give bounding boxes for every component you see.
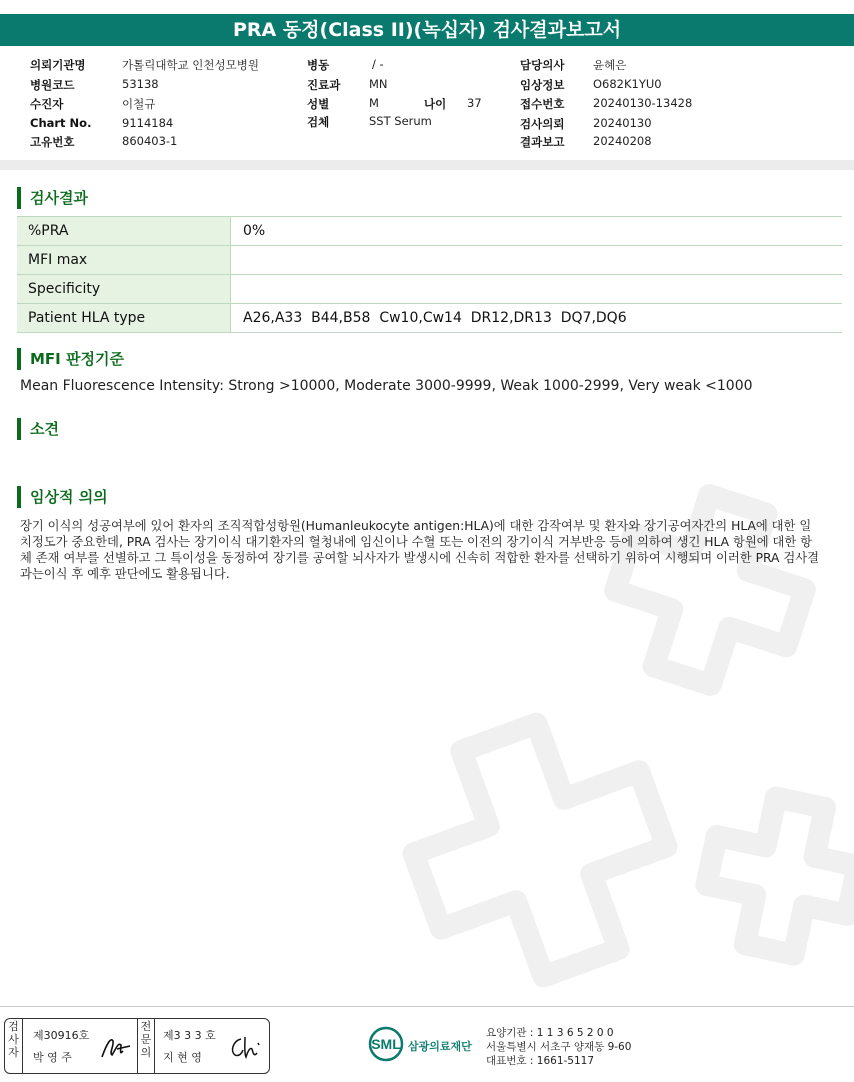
dept-label: 진료과 — [307, 78, 341, 92]
result-value: 0% — [231, 217, 843, 246]
hospital-code-label: 병원코드 — [30, 78, 75, 92]
patient-label: 수진자 — [30, 97, 64, 111]
result-label: Specificity — [17, 275, 231, 304]
result-value — [231, 275, 843, 304]
result-label: %PRA — [17, 217, 231, 246]
mfi-criteria: Mean Fluorescence Intensity: Strong >10000, Moderate 3000-9999, Weak 1000-2999, Very weak <1000 — [20, 378, 753, 394]
table-row — [17, 275, 842, 304]
clinical-info-value: O682K1YU0 — [593, 77, 662, 91]
section-clinical-title: 임상적 의의 — [17, 486, 108, 508]
report-title: PRA 동정(Class II)(녹십자) 검사결과보고서 — [0, 14, 854, 46]
signature-icon — [227, 1033, 263, 1063]
results-table — [17, 216, 842, 333]
divider — [0, 160, 854, 170]
report-value: 20240208 — [593, 134, 652, 148]
result-value — [231, 246, 843, 275]
result-value: A26,A33 B44,B58 Cw10,Cw14 DR12,DR13 DQ7,DQ6 — [231, 304, 843, 333]
logo-mark: SML — [371, 1036, 401, 1052]
chart-value: 9114184 — [122, 116, 174, 130]
footer-divider — [0, 1006, 854, 1007]
result-label: MFI max — [17, 246, 231, 275]
examiner-name: 박 영 주 — [33, 1051, 72, 1064]
reception-label: 접수번호 — [520, 97, 565, 111]
result-label: Patient HLA type — [17, 304, 231, 333]
sex-value: M — [369, 96, 379, 110]
clinical-significance-text: 장기 이식의 성공여부에 있어 환자의 조직적합성항원(Humanleukocyte antigen:HLA)에 대한 감작여부 및 환자와 장기공여자간의 HLA에 대한 일치정도가 중요한데, PRA 검사는 장기이식 대기환자의 혈청내에 임신이나 수혈 또는 이전의 장기이식 거부반응 등에 의하여 생긴 HLA 항원에 대한 항체 존재 여부를 선별하고 그 특이성을 동정하여 장기를 공여할 뇌사자가 발생시에 신속히 적합한 환자를 선택하기 위하여 시행되며 이러한 PRA 검사결과는이식 후 예후 판단에도 활용됩니다. — [20, 519, 819, 581]
institution-code: 요양기관 : 1 1 3 6 5 2 0 0 — [486, 1027, 614, 1039]
examiner-label: 검 사 자 — [5, 1019, 23, 1073]
dept-value: MN — [369, 77, 388, 91]
signature-box — [4, 1018, 270, 1074]
patient-info — [0, 55, 854, 155]
table-row — [17, 304, 842, 333]
table-row — [17, 217, 842, 246]
doctor-value: 윤혜은 — [593, 58, 627, 72]
ward-label: 병동 — [307, 58, 330, 72]
specialist-number: 제3 3 3 호 — [163, 1029, 216, 1042]
request-value: 20240130 — [593, 116, 652, 130]
table-row — [17, 246, 842, 275]
specialist-label: 전 문 의 — [137, 1019, 155, 1073]
unique-value: 860403-1 — [122, 134, 178, 148]
sex-label: 성별 — [307, 97, 330, 111]
reception-value: 20240130-13428 — [593, 96, 693, 110]
institution-value: 가톨릭대학교 인천성모병원 — [122, 58, 259, 72]
patient-value: 이철규 — [122, 97, 156, 111]
hospital-code-value: 53138 — [122, 77, 159, 91]
section-opinion-title: 소견 — [17, 418, 59, 440]
section-mfi-title: MFI 판정기준 — [17, 348, 124, 370]
clinical-info-label: 임상정보 — [520, 78, 565, 92]
section-results-title: 검사결과 — [17, 187, 88, 209]
phone-line: 대표번호 : 1661-5117 — [486, 1055, 595, 1067]
org-name: 삼광의료재단 — [408, 1040, 472, 1053]
chart-label: Chart No. — [30, 116, 92, 130]
examiner-number: 제30916호 — [33, 1029, 90, 1042]
signature-icon — [99, 1033, 133, 1063]
unique-label: 고유번호 — [30, 135, 75, 149]
age-value: 37 — [467, 96, 482, 110]
address-line: 서울특별시 서초구 양재동 9-60 — [486, 1041, 632, 1053]
ward-value: / - — [372, 57, 384, 71]
age-label: 나이 — [424, 97, 447, 111]
specialist-name: 지 현 영 — [163, 1051, 202, 1064]
request-label: 검사의뢰 — [520, 117, 565, 131]
doctor-label: 담당의사 — [520, 58, 565, 72]
org-address — [486, 1026, 631, 1068]
specimen-label: 검체 — [307, 115, 330, 129]
specimen-value: SST Serum — [369, 114, 432, 128]
institution-label: 의뢰기관명 — [30, 58, 86, 72]
report-label: 결과보고 — [520, 135, 565, 149]
